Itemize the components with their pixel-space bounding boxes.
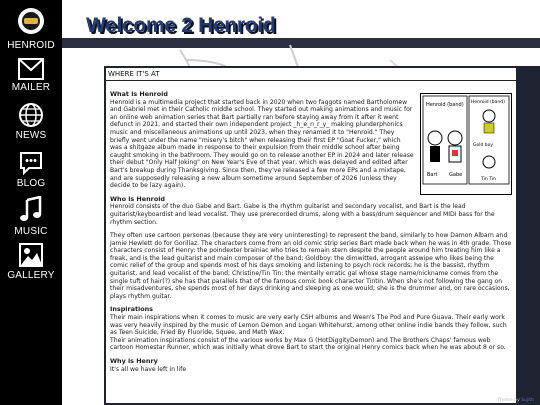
henroid-logo-icon[interactable] [18, 8, 44, 34]
nav-label: MUSIC [14, 226, 48, 237]
section-paragraph: Henroid consists of the duo Gabe and Bart. Gabe is the rhythm guitarist and secondary vocalist, and Bart is the lead guitarist/keyboardist and lead vocalist. They use prerecorded drums, along with a bass/drum sequencer and MIDI bass for the rhythm section. [110, 203, 495, 226]
section-paragraph: Their main inspirations when it comes to music are very early CSH albums and Ween's The Pod and Pure Guava. Their early work was very heavily inspired by the music of Lemon Demon and Logan Whitehurst, among other online indie bands they follow, such as Teen Suicide, Fried By Fluoride, Squee, and Meth Wax. [110, 314, 507, 337]
chat-bubble-icon [18, 150, 44, 176]
comic-char-2: Gabe [449, 172, 463, 178]
nav-item-blog[interactable] [0, 150, 62, 189]
section-heading: Inspirations [110, 305, 153, 314]
comic-label-2: Henroid (band) [471, 100, 505, 105]
section-paragraph: It's all we have left in life [110, 365, 187, 373]
content-panel [104, 66, 518, 405]
globe-icon [18, 102, 44, 128]
sidebar-nav [0, 0, 62, 405]
comic-char-3: Gold boy [473, 143, 494, 148]
picture-icon [18, 242, 44, 268]
comic-char-4: Tin Tin [481, 177, 496, 182]
panel-body[interactable] [106, 81, 516, 373]
header-stripe [62, 38, 540, 48]
panel-header: WHERE IT'S AT [106, 68, 516, 81]
section-heading: What is Henroid [110, 90, 168, 98]
nav-item-news[interactable] [0, 102, 62, 141]
nav-label: HENROID [7, 40, 55, 51]
theme-credit [497, 398, 534, 403]
nav-label: NEWS [15, 130, 47, 141]
nav-item-mailer[interactable] [0, 58, 62, 93]
page-title: Welcome 2 Henroid [86, 14, 276, 37]
nav-label: MAILER [11, 82, 51, 93]
mail-icon [18, 58, 44, 80]
nav-label: BLOG [16, 178, 46, 189]
section-paragraph: Henroid is a multimedia project that started back in 2020 when two faggots named Bartholomew and Gabriel met in their Catholic middle school. They started out making animations and music for an online web animation series that Bart partially ran before staying away from it after it went defunct in 2021, and started their own independent project _h_e_n_r_y_ making plunderphonics music and miscellaneous animations up until 2023, when they renamed it to "Henroid." They briefly went under the name "misery's bitch" when releasing their first EP "Goat Fucker," which was a shitgaze album made in response to their expulsion from their middle school after being caught smoking in the bathroom. They would go on to release another EP in 2024 and later release their debut "Only Half Joking" on New Year's Eve of that year, which was delayed and edited after Bart's breakup during Thanksgiving. Since then, they've released a few more EPs and a mixtape, and are supposedly releasing a new album sometime around September of 2026 (unless they decide to be lazy again). [110, 98, 414, 190]
section-heading: Who is Henroid [110, 194, 165, 203]
nav-label: GALLERY [7, 270, 55, 281]
section-paragraph: They often use cartoon personas (because they are very uninteresting) to represent the band, similarly to how Damon Albarn and Jamie Hewlett do for Gorillaz. The characters come from an old comic strip series Bart made back when he was in 4th grade. Those characters consist of Henry: the poindexter brainiac who tries to remain stern despite the people around him treating him like a freak, and is the lead guitarist and main composer of the band; Goldboy: the dimwitted, arrogant asswipe who likes being the comic relief of the group and spends most of his days smoking and listening to psych rock records; he is the bassist, rhythm guitarist, and lead vocalist of the band; Christine/Tin Tin: the mentally erratic gal whose stage name/nickname comes from the single tuft of hair(?) she has that parallels that of the famous comic book character Tintin. When she's not following the gang on their misadventures, she spends most of her days drinking and sleeping as one would; she is the drummer and, on rare occasions, plays rhythm guitar. [110, 232, 512, 300]
nav-item-gallery[interactable] [0, 242, 62, 281]
right-decoration [518, 66, 540, 405]
nav-item-henroid[interactable] [0, 40, 62, 51]
theme-credit-prefix: Theme by [497, 398, 522, 403]
music-note-icon [18, 196, 44, 224]
nav-item-music[interactable] [0, 196, 62, 237]
section-heading: Why is Henry [110, 357, 158, 365]
section-paragraph: Their animation inspirations consist of the various works by Max G (HotDiggityDemon) and The Brothers Chaps' famous web cartoon Homestar Runner, which was initially what drove Bart to start the original Henry comics back when he was about 8 or so. [110, 336, 506, 352]
band-comic-image [420, 93, 512, 195]
comic-label-1: Henroid (band) [426, 102, 464, 108]
comic-char-1: Bart [427, 172, 438, 178]
theme-credit-link[interactable]: Sujith [521, 398, 534, 403]
